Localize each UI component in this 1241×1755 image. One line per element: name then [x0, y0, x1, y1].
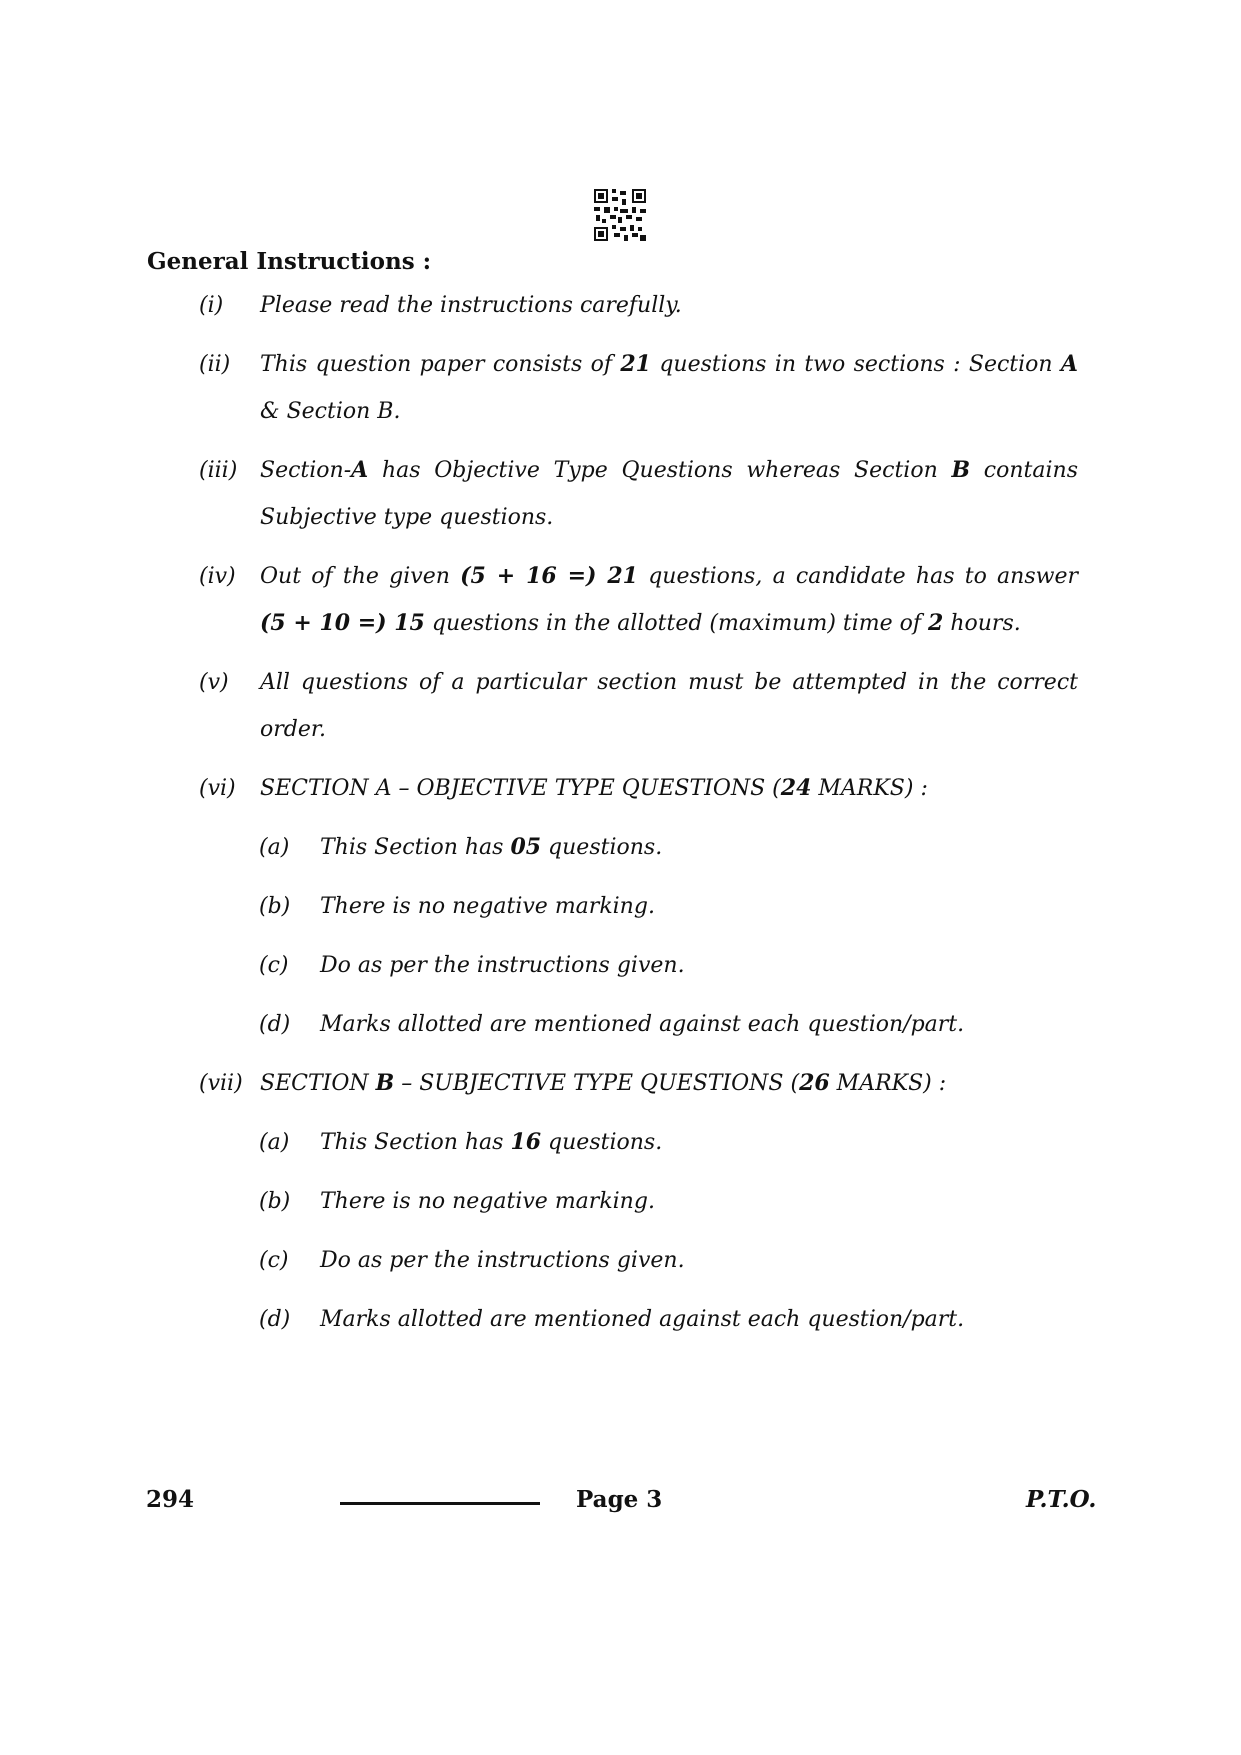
item-number: (b)	[259, 1189, 291, 1214]
item-text: Marks allotted are mentioned against each question/part.	[320, 1012, 965, 1037]
pto-label: P.T.O.	[1026, 1486, 1097, 1513]
page-number: Page 3	[576, 1486, 663, 1513]
qr-code	[594, 189, 646, 241]
footer-rule	[340, 1502, 540, 1505]
section-b-heading: SECTION B – SUBJECTIVE TYPE QUESTIONS (26 MARKS) :	[260, 1070, 947, 1096]
item-text: Marks allotted are mentioned against each question/part.	[320, 1307, 965, 1332]
general-instructions-heading: General Instructions :	[147, 248, 432, 275]
item-text-line-2: Subjective type questions.	[260, 505, 554, 530]
item-number: (a)	[259, 835, 290, 860]
item-number: (i)	[199, 293, 224, 318]
item-text-line-2: order.	[260, 717, 326, 742]
item-text: Do as per the instructions given.	[320, 1248, 685, 1273]
item-number: (ii)	[199, 352, 231, 377]
item-text-line-2: (5 + 10 =) 15 questions in the allotted (maximum) time of 2 hours.	[260, 610, 1021, 636]
item-text-line-1: Section-A has Objective Type Questions whereas Section B contains	[260, 457, 1078, 483]
item-text: This Section has 05 questions.	[320, 834, 663, 860]
item-number: (d)	[259, 1307, 291, 1332]
paper-code: 294	[146, 1486, 195, 1513]
item-number: (v)	[199, 670, 229, 695]
item-number: (c)	[259, 1248, 289, 1273]
item-text-line-1: All questions of a particular section must be attempted in the correct	[260, 670, 1078, 695]
item-number: (vii)	[199, 1071, 243, 1096]
item-text-line-1: Out of the given (5 + 16 =) 21 questions, a candidate has to answer	[260, 563, 1079, 589]
item-number: (c)	[259, 953, 289, 978]
item-number: (iv)	[199, 564, 236, 589]
item-text: Please read the instructions carefully.	[260, 293, 682, 318]
item-text: This Section has 16 questions.	[320, 1129, 663, 1155]
item-text: There is no negative marking.	[320, 1189, 655, 1214]
section-a-heading: SECTION A – OBJECTIVE TYPE QUESTIONS (24 MARKS) :	[260, 775, 928, 801]
item-number: (vi)	[199, 776, 236, 801]
item-number: (a)	[259, 1130, 290, 1155]
item-number: (b)	[259, 894, 291, 919]
item-text-line-2: & Section B.	[260, 399, 401, 424]
item-text: There is no negative marking.	[320, 894, 655, 919]
item-number: (iii)	[199, 458, 238, 483]
item-text-line-1: This question paper consists of 21 questions in two sections : Section A	[260, 351, 1078, 377]
item-text: Do as per the instructions given.	[320, 953, 685, 978]
item-number: (d)	[259, 1012, 291, 1037]
